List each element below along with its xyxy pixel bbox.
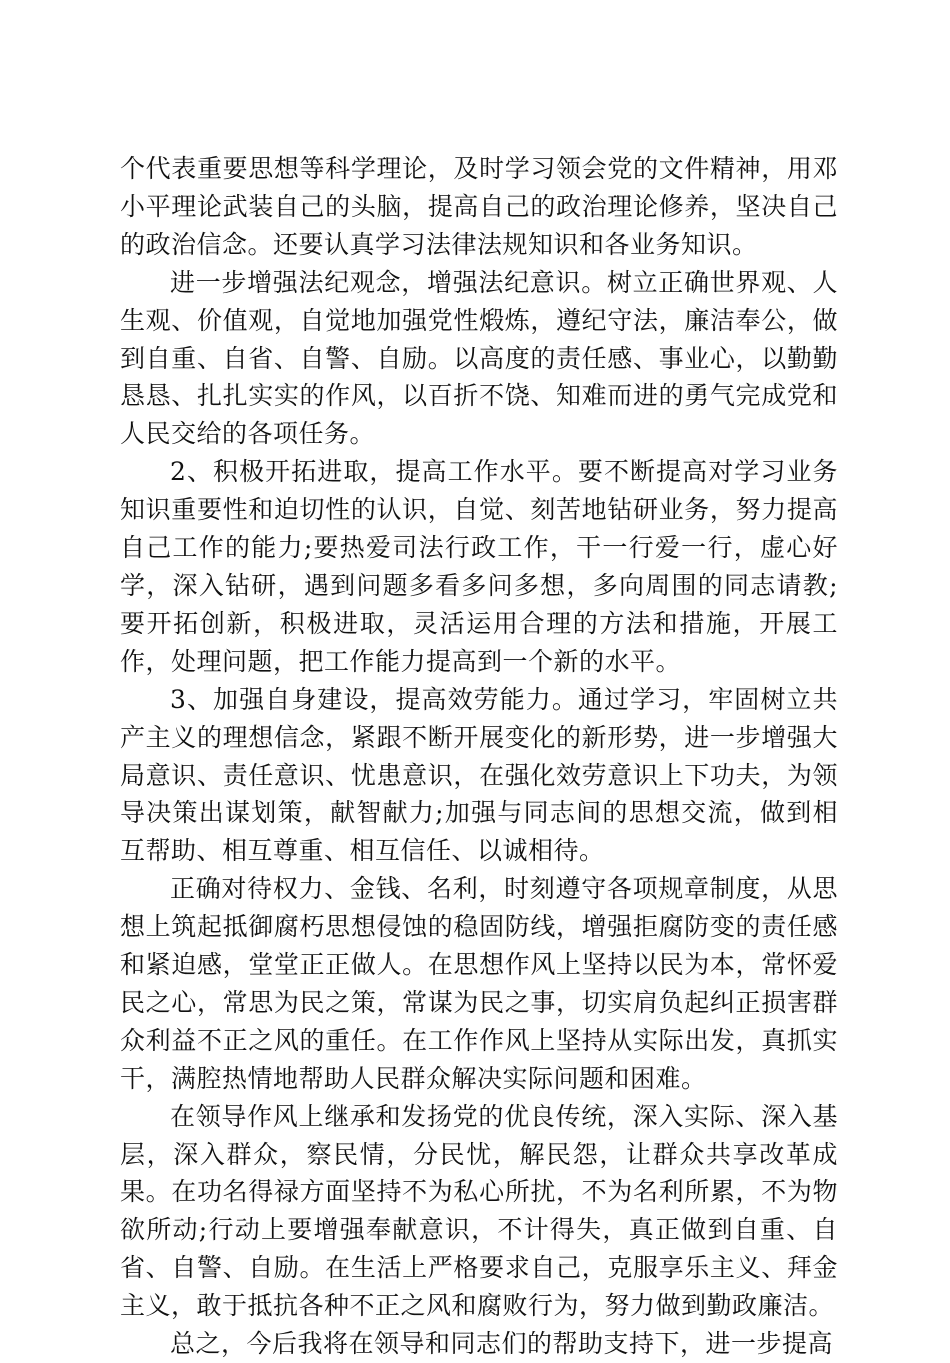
paragraph-discipline-awareness: 进一步增强法纪观念，增强法纪意识。树立正确世界观、人生观、价值观，自觉地加强党性煅炼，遵纪守法，廉洁奉公，做到自重、自省、自警、自励。以高度的责任感、事业心，以勤勤恳恳、扎扎实实的作风，以百折不饶、知难而进的勇气完成党和人民交给的各项任务。 [120,267,838,449]
document-body [120,150,838,1363]
paragraph-leadership-style: 在领导作风上继承和发扬党的优良传统，深入实际、深入基层，深入群众，察民情，分民忧，解民怨，让群众共享改革成果。在功名得禄方面坚持不为私心所扰，不为名利所累，不为物欲所动;行动上要增强奉献意识，不计得失，真正做到自重、自省、自警、自励。在生活上严格要求自己，克服享乐主义、拜金主义，敢于抵抗各种不正之风和腐败行为，努力做到勤政廉洁。 [120,1101,838,1321]
paragraph-item-3: 3、加强自身建设，提高效劳能力。通过学习，牢固树立共产主义的理想信念，紧跟不断开展变化的新形势，进一步增强大局意识、责任意识、忧患意识，在强化效劳意识上下功夫，为领导决策出谋划策，献智献力;加强与同志间的思想交流，做到相互帮助、相互尊重、相互信任、以诚相待。 [120,684,838,866]
paragraph-continuation: 个代表重要思想等科学理论，及时学习领会党的文件精神，用邓小平理论武装自己的头脑，提高自己的政治理论修养，坚决自己的政治信念。还要认真学习法律法规知识和各业务知识。 [120,154,838,259]
paragraph-power-and-integrity: 正确对待权力、金钱、名利，时刻遵守各项规章制度，从思想上筑起抵御腐朽思想侵蚀的稳固防线，增强拒腐防变的责任感和紧迫感，堂堂正正做人。在思想作风上坚持以民为本，常怀爱民之心，常思为民之策，常谋为民之事，切实肩负起纠正损害群众利益不正之风的重任。在工作作风上坚持从实际出发，真抓实干，满腔热情地帮助人民群众解决实际问题和困难。 [120,874,838,1093]
paragraph-conclusion: 总之，今后我将在领导和同志们的帮助支持下，进一步提高 [170,1329,834,1359]
paragraph-item-2: 2、积极开拓进取，提高工作水平。要不断提高对学习业务知识重要性和迫切性的认识，自觉、刻苦地钻研业务，努力提高自己工作的能力;要热爱司法行政工作，干一行爱一行，虚心好学，深入钻研，遇到问题多看多问多想，多向周围的同志请教;要开拓创新，积极进取，灵活运用合理的方法和措施，开展工作，处理问题，把工作能力提高到一个新的水平。 [120,457,838,676]
